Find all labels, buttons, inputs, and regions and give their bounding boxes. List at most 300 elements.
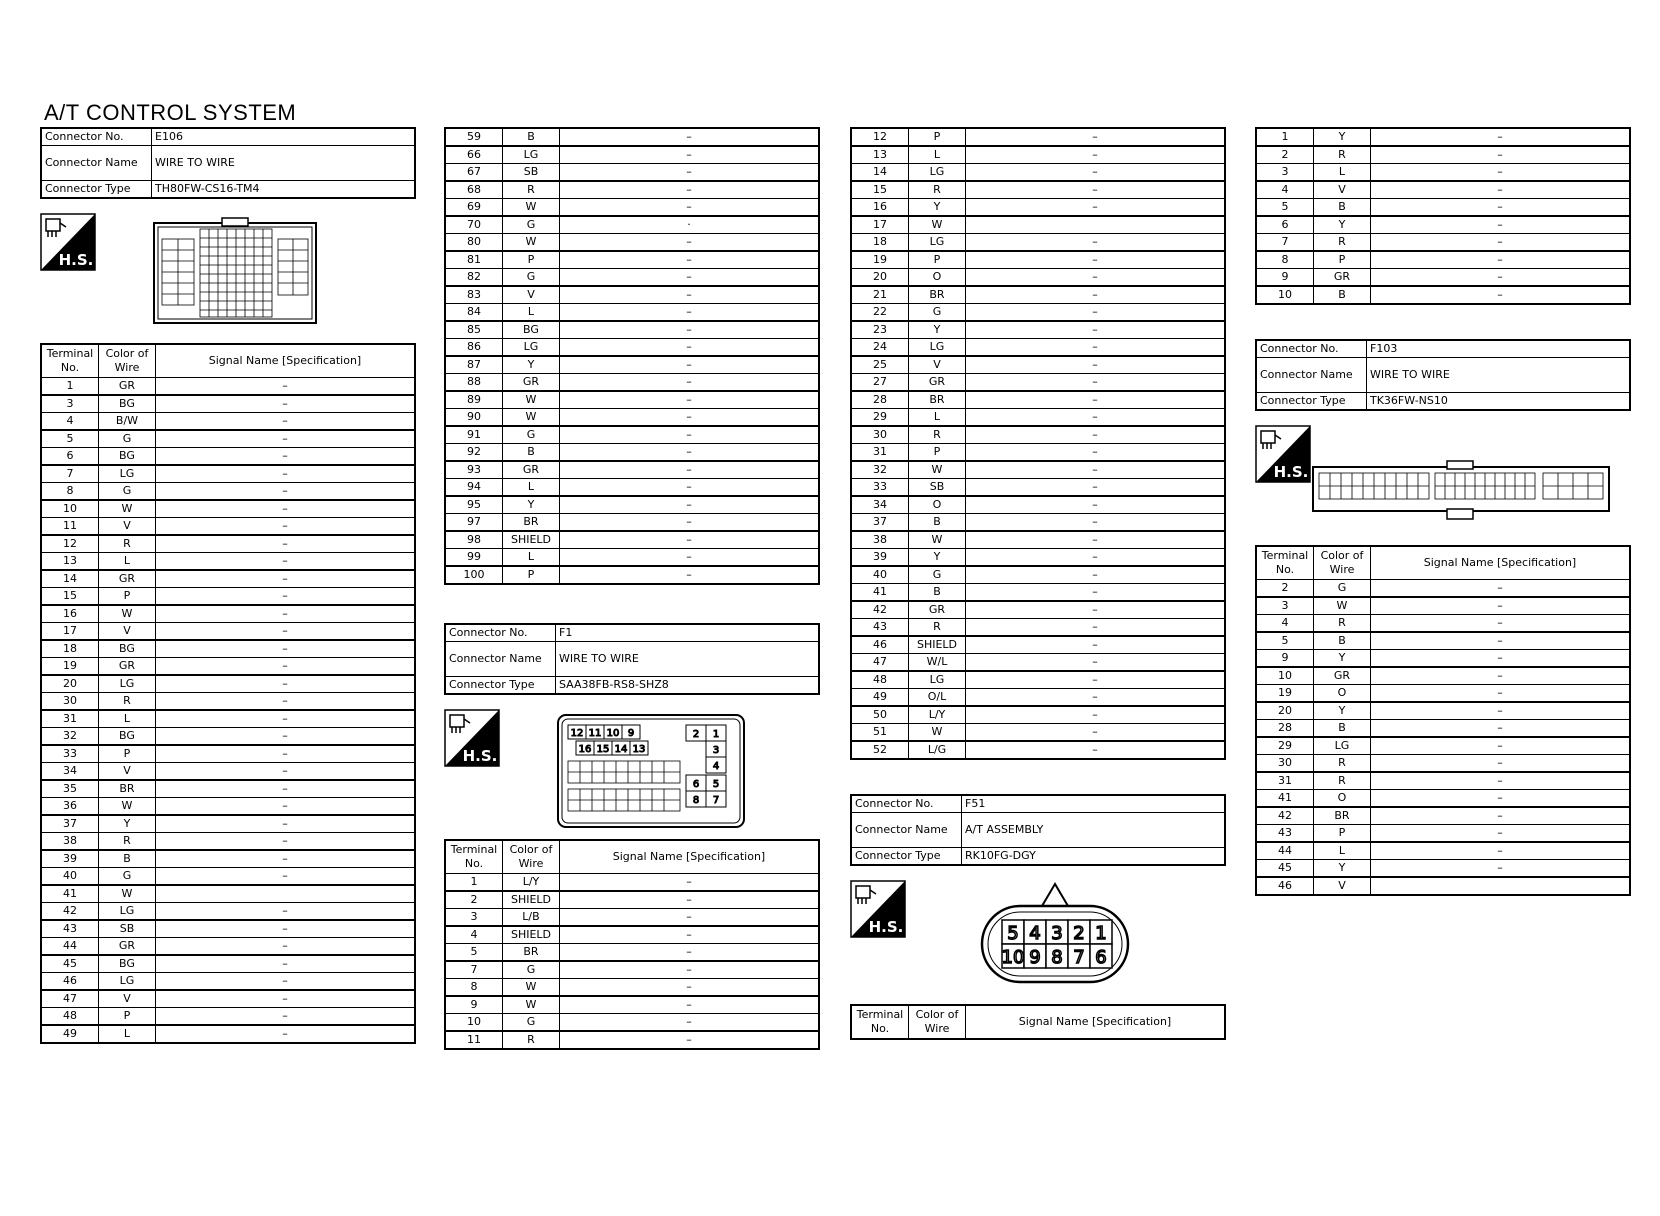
wire-color-cell: BG (99, 955, 156, 973)
table-row (851, 444, 1225, 462)
pin-label: 4 (712, 761, 720, 772)
wire-color-cell: B (503, 444, 560, 462)
signal-name-cell: – (966, 461, 1226, 479)
wire-color-cell: G (503, 961, 560, 979)
terminal-no-cell: 7 (445, 961, 503, 979)
terminal-no-cell: 30 (1256, 755, 1314, 773)
terminal-table (1255, 545, 1631, 896)
wire-color-cell: O/L (909, 689, 966, 707)
wire-color-cell: B/W (99, 413, 156, 431)
terminal-no-cell: 48 (41, 1008, 99, 1026)
wire-color-cell: LG (1314, 737, 1371, 755)
pin-label: 9 (1029, 947, 1041, 968)
signal-name-cell: – (156, 815, 416, 833)
terminal-no-cell: 30 (41, 693, 99, 711)
terminal-no-cell: 41 (851, 584, 909, 602)
wire-color-cell: LG (99, 465, 156, 483)
wire-color-cell: V (99, 763, 156, 781)
signal-name-cell: – (560, 409, 820, 427)
terminal-no-cell: 68 (445, 181, 503, 199)
pin-label: 14 (614, 744, 628, 755)
terminal-no-cell: 100 (445, 566, 503, 584)
table-row (445, 234, 819, 252)
signal-name-cell: – (966, 654, 1226, 672)
wire-color-cell: P (1314, 251, 1371, 269)
wire-color-cell: V (99, 990, 156, 1008)
table-row (445, 199, 819, 217)
wire-color-cell: R (99, 535, 156, 553)
wire-color-cell: R (99, 693, 156, 711)
wire-color-cell: G (503, 426, 560, 444)
table-row (1256, 199, 1630, 217)
wire-color-cell: W (909, 216, 966, 234)
wire-color-cell: R (909, 181, 966, 199)
signal-name-cell: – (1371, 737, 1631, 755)
terminal-no-cell: 19 (41, 658, 99, 676)
terminal-no-cell: 34 (851, 496, 909, 514)
pin-label: 12 (570, 728, 584, 739)
table-row (41, 413, 415, 431)
terminal-no-cell: 84 (445, 304, 503, 322)
info-label: Connector No. (1256, 340, 1367, 358)
wire-color-cell: Y (1314, 128, 1371, 146)
terminal-no-cell: 12 (851, 128, 909, 146)
terminal-no-cell: 29 (1256, 737, 1314, 755)
wire-color-cell: R (1314, 146, 1371, 164)
signal-name-cell: – (966, 741, 1226, 759)
terminal-no-cell: 39 (41, 850, 99, 868)
info-label: Connector No. (41, 128, 152, 146)
terminal-no-cell: 5 (445, 944, 503, 962)
table-row (1256, 720, 1630, 738)
terminal-no-cell: 34 (41, 763, 99, 781)
signal-name-cell: – (560, 891, 820, 909)
terminal-no-cell: 6 (1256, 216, 1314, 234)
wire-color-cell: O (1314, 685, 1371, 703)
wire-color-cell: W (99, 885, 156, 903)
terminal-no-cell: 18 (41, 640, 99, 658)
wire-color-cell: LG (503, 146, 560, 164)
signal-name-cell: – (1371, 632, 1631, 650)
table-row (1256, 790, 1630, 808)
table-row (445, 426, 819, 444)
signal-name-cell: – (1371, 842, 1631, 860)
table-row (1256, 181, 1630, 199)
signal-name-cell: – (560, 181, 820, 199)
connector-diagram-e106 (40, 207, 416, 337)
wire-color-cell: Y (1314, 650, 1371, 668)
terminal-no-cell: 10 (1256, 286, 1314, 304)
wire-color-cell: GR (909, 374, 966, 392)
table-row (41, 588, 415, 606)
wire-color-cell: BR (503, 514, 560, 532)
wire-color-cell: P (503, 251, 560, 269)
terminal-no-cell: 90 (445, 409, 503, 427)
terminal-no-cell: 20 (41, 675, 99, 693)
terminal-no-cell: 49 (851, 689, 909, 707)
terminal-no-cell: 9 (1256, 650, 1314, 668)
connector-diagram-f1 (444, 703, 820, 833)
signal-name-cell: – (156, 780, 416, 798)
header-signal-name: Signal Name [Specification] (156, 344, 416, 378)
terminal-no-cell: 86 (445, 339, 503, 357)
wire-color-cell: G (503, 1014, 560, 1032)
header-terminal-no: Terminal No. (1256, 546, 1314, 580)
wire-color-cell: W (99, 798, 156, 816)
connector-name: WIRE TO WIRE (152, 146, 416, 181)
wire-color-cell: L (99, 710, 156, 728)
terminal-no-cell: 80 (445, 234, 503, 252)
signal-name-cell: – (156, 920, 416, 938)
table-row (445, 181, 819, 199)
wire-color-cell: G (909, 304, 966, 322)
wire-color-cell: Y (1314, 702, 1371, 720)
terminal-no-cell: 22 (851, 304, 909, 322)
signal-name-cell: – (560, 321, 820, 339)
signal-name-cell: – (966, 356, 1226, 374)
pin-label: 3 (1051, 923, 1063, 944)
table-row (851, 619, 1225, 637)
signal-name-cell: – (1371, 702, 1631, 720)
wire-color-cell: W (503, 996, 560, 1014)
wire-color-cell: BR (1314, 807, 1371, 825)
wire-color-cell: G (99, 868, 156, 886)
table-row (1256, 807, 1630, 825)
wire-color-cell: GR (1314, 269, 1371, 287)
signal-name-cell: – (966, 304, 1226, 322)
terminal-no-cell: 3 (1256, 164, 1314, 182)
signal-name-cell: – (966, 164, 1226, 182)
terminal-no-cell: 5 (1256, 199, 1314, 217)
pin-label: 3 (712, 745, 720, 756)
table-row (41, 640, 415, 658)
wire-color-cell: B (99, 850, 156, 868)
wire-color-cell: B (1314, 286, 1371, 304)
table-row (445, 549, 819, 567)
terminal-no-cell: 52 (851, 741, 909, 759)
table-row (41, 378, 415, 396)
wire-color-cell: Y (909, 199, 966, 217)
wire-color-cell: LG (909, 234, 966, 252)
signal-name-cell: – (560, 874, 820, 892)
hs-label: H.S. (462, 747, 498, 765)
table-row (41, 1008, 415, 1026)
terminal-no-cell: 38 (851, 531, 909, 549)
harness-side-icon (40, 213, 96, 271)
terminal-no-cell: 42 (1256, 807, 1314, 825)
wire-color-cell: GR (1314, 667, 1371, 685)
connector-name: WIRE TO WIRE (556, 642, 820, 677)
table-row (41, 815, 415, 833)
terminal-no-cell: 45 (41, 955, 99, 973)
table-row (1256, 685, 1630, 703)
terminal-no-cell: 18 (851, 234, 909, 252)
terminal-no-cell: 89 (445, 391, 503, 409)
table-row (851, 741, 1225, 759)
table-row (41, 1025, 415, 1043)
table-row (445, 409, 819, 427)
signal-name-cell: – (156, 1008, 416, 1026)
table-row (445, 216, 819, 234)
terminal-no-cell: 25 (851, 356, 909, 374)
table-row (445, 514, 819, 532)
table-row (41, 903, 415, 921)
table-row (41, 693, 415, 711)
wire-color-cell: LG (99, 903, 156, 921)
header-color-of-wire: Color of Wire (1314, 546, 1371, 580)
wire-color-cell: V (503, 286, 560, 304)
terminal-no-cell: 28 (1256, 720, 1314, 738)
table-row (445, 944, 819, 962)
terminal-no-cell: 33 (851, 479, 909, 497)
terminal-no-cell: 37 (41, 815, 99, 833)
signal-name-cell: – (1371, 580, 1631, 598)
terminal-no-cell: 47 (851, 654, 909, 672)
table-row (445, 566, 819, 584)
signal-name-cell: – (156, 938, 416, 956)
connector-type: TH80FW-CS16-TM4 (152, 181, 416, 199)
wire-color-cell: SHIELD (503, 531, 560, 549)
terminal-no-cell: 88 (445, 374, 503, 392)
signal-name-cell: – (560, 286, 820, 304)
table-row (41, 535, 415, 553)
terminal-no-cell: 19 (851, 251, 909, 269)
wire-color-cell: L/Y (503, 874, 560, 892)
signal-name-cell: – (560, 269, 820, 287)
connector-diagram-f103 (1255, 419, 1631, 539)
terminal-no-cell: 8 (445, 979, 503, 997)
wire-color-cell: SHIELD (503, 926, 560, 944)
table-row (41, 605, 415, 623)
terminal-no-cell: 7 (1256, 234, 1314, 252)
wire-color-cell: L (99, 553, 156, 571)
wire-color-cell: SB (909, 479, 966, 497)
harness-side-icon (1255, 425, 1311, 483)
table-row (1256, 580, 1630, 598)
wire-color-cell: SB (503, 164, 560, 182)
table-row (445, 461, 819, 479)
signal-name-cell: – (156, 693, 416, 711)
connector-info-f1 (444, 623, 820, 695)
terminal-table (444, 839, 820, 1050)
table-row (41, 500, 415, 518)
signal-name-cell: – (1371, 251, 1631, 269)
signal-name-cell: – (1371, 772, 1631, 790)
signal-name-cell: – (560, 479, 820, 497)
table-row (1256, 667, 1630, 685)
signal-name-cell: – (966, 689, 1226, 707)
terminal-no-cell: 46 (851, 636, 909, 654)
table-row (41, 990, 415, 1008)
terminal-no-cell: 10 (1256, 667, 1314, 685)
signal-name-cell: – (156, 1025, 416, 1043)
wire-color-cell: R (1314, 772, 1371, 790)
terminal-no-cell: 37 (851, 514, 909, 532)
wire-color-cell: L (503, 304, 560, 322)
table-row (41, 728, 415, 746)
table-header (445, 840, 819, 874)
table-row (851, 356, 1225, 374)
signal-name-cell: – (560, 146, 820, 164)
wire-color-cell: SHIELD (503, 891, 560, 909)
signal-name-cell: – (156, 535, 416, 553)
pin-label: 6 (692, 779, 700, 790)
wire-color-cell: W (503, 199, 560, 217)
signal-name-cell (156, 885, 416, 903)
table-header (41, 344, 415, 378)
terminal-no-cell: 27 (851, 374, 909, 392)
table-row (445, 926, 819, 944)
terminal-no-cell: 40 (851, 566, 909, 584)
table-row (851, 654, 1225, 672)
terminal-no-cell: 16 (41, 605, 99, 623)
terminal-no-cell: 3 (1256, 597, 1314, 615)
terminal-no-cell: 8 (41, 483, 99, 501)
table-row (41, 798, 415, 816)
terminal-no-cell: 5 (41, 430, 99, 448)
terminal-no-cell: 43 (1256, 825, 1314, 843)
table-row (1256, 755, 1630, 773)
signal-name-cell: – (156, 413, 416, 431)
wire-color-cell: Y (909, 321, 966, 339)
wire-color-cell: P (99, 1008, 156, 1026)
signal-name-cell: – (1371, 164, 1631, 182)
wire-color-cell: LG (909, 671, 966, 689)
terminal-no-cell: 4 (445, 926, 503, 944)
terminal-table (40, 343, 416, 1044)
table-row (41, 395, 415, 413)
terminal-no-cell: 99 (445, 549, 503, 567)
signal-name-cell: – (1371, 755, 1631, 773)
terminal-no-cell: 45 (1256, 860, 1314, 878)
terminal-no-cell: 82 (445, 269, 503, 287)
table-header (851, 1005, 1225, 1039)
wire-color-cell: GR (909, 601, 966, 619)
signal-name-cell: – (156, 728, 416, 746)
terminal-no-cell: 28 (851, 391, 909, 409)
table-row (445, 146, 819, 164)
signal-name-cell: – (1371, 216, 1631, 234)
pin-label: 4 (1029, 923, 1041, 944)
terminal-no-cell: 94 (445, 479, 503, 497)
signal-name-cell: – (966, 286, 1226, 304)
terminal-no-cell: 83 (445, 286, 503, 304)
wire-color-cell: LG (99, 675, 156, 693)
wire-color-cell: Y (1314, 860, 1371, 878)
signal-name-cell: – (560, 304, 820, 322)
wire-color-cell: W (503, 234, 560, 252)
wire-color-cell: BR (99, 780, 156, 798)
info-label: Connector No. (851, 795, 962, 813)
wire-color-cell: W (909, 531, 966, 549)
wire-color-cell: GR (99, 378, 156, 396)
wire-color-cell: P (99, 745, 156, 763)
signal-name-cell: – (560, 444, 820, 462)
wire-color-cell: P (909, 444, 966, 462)
e106-connector-face (152, 217, 318, 327)
terminal-no-cell: 13 (41, 553, 99, 571)
wire-color-cell: LG (503, 339, 560, 357)
wire-color-cell: BG (99, 640, 156, 658)
wire-color-cell: SB (99, 920, 156, 938)
table-row (41, 745, 415, 763)
signal-name-cell: – (156, 955, 416, 973)
wire-color-cell: BR (909, 286, 966, 304)
table-row (851, 146, 1225, 164)
table-row (41, 780, 415, 798)
signal-name-cell: – (560, 199, 820, 217)
terminal-no-cell: 85 (445, 321, 503, 339)
wire-color-cell: BG (99, 448, 156, 466)
signal-name-cell: – (1371, 597, 1631, 615)
terminal-no-cell: 44 (1256, 842, 1314, 860)
signal-name-cell: – (560, 996, 820, 1014)
table-row (445, 1031, 819, 1049)
table-row (851, 374, 1225, 392)
terminal-no-cell: 20 (851, 269, 909, 287)
table-row (445, 339, 819, 357)
signal-name-cell: – (966, 181, 1226, 199)
table-row (851, 706, 1225, 724)
info-label: Connector Type (445, 677, 556, 695)
signal-name-cell: – (156, 465, 416, 483)
signal-name-cell: – (1371, 615, 1631, 633)
signal-name-cell: – (560, 961, 820, 979)
signal-name-cell: – (966, 601, 1226, 619)
column-2 (444, 127, 820, 1050)
table-row (41, 763, 415, 781)
wire-color-cell: L (1314, 842, 1371, 860)
signal-name-cell: – (560, 926, 820, 944)
terminal-no-cell: 30 (851, 426, 909, 444)
wire-color-cell: BG (99, 395, 156, 413)
column-4 (1255, 127, 1631, 896)
terminal-no-cell: 31 (1256, 772, 1314, 790)
wire-color-cell: Y (1314, 216, 1371, 234)
signal-name-cell: – (156, 483, 416, 501)
table-row (1256, 146, 1630, 164)
wire-color-cell: BG (99, 728, 156, 746)
signal-name-cell: – (156, 798, 416, 816)
wire-color-cell: W (99, 500, 156, 518)
wire-color-cell: G (909, 566, 966, 584)
harness-side-icon (850, 880, 906, 938)
terminal-no-cell: 46 (1256, 877, 1314, 895)
connector-no: E106 (152, 128, 416, 146)
signal-name-cell: – (560, 164, 820, 182)
hs-label: H.S. (1273, 463, 1309, 481)
terminal-no-cell: 5 (1256, 632, 1314, 650)
pin-label: 10 (1001, 947, 1025, 968)
pin-label: 11 (588, 728, 602, 739)
signal-name-cell: – (966, 409, 1226, 427)
signal-name-cell: – (966, 234, 1226, 252)
signal-name-cell: – (560, 391, 820, 409)
signal-name-cell: – (966, 479, 1226, 497)
signal-name-cell: – (156, 990, 416, 1008)
table-row (1256, 286, 1630, 304)
terminal-no-cell: 38 (41, 833, 99, 851)
table-row (41, 430, 415, 448)
table-row (445, 874, 819, 892)
signal-name-cell: – (966, 251, 1226, 269)
terminal-no-cell: 21 (851, 286, 909, 304)
terminal-no-cell: 2 (1256, 146, 1314, 164)
wire-color-cell: P (503, 566, 560, 584)
wire-color-cell: P (99, 588, 156, 606)
pin-label: 2 (1073, 923, 1085, 944)
signal-name-cell: – (156, 868, 416, 886)
